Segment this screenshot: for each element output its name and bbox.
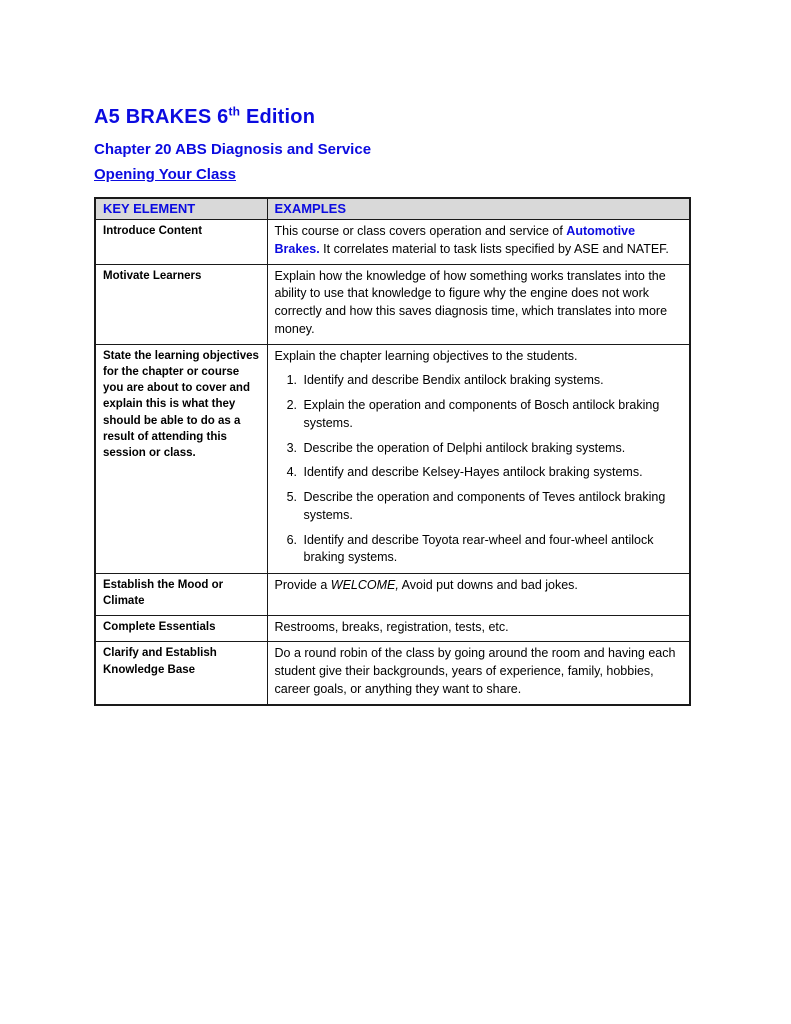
objective-item: 5. Describe the operation and components of Teves antilock braking systems.	[301, 489, 683, 525]
objective-item: 2. Explain the operation and components of Bosch antilock braking systems.	[301, 397, 683, 433]
table-row-introduce-content	[95, 220, 690, 265]
example-cell	[267, 574, 690, 616]
document-content	[94, 106, 692, 706]
table-header-key-element: KEY ELEMENT	[95, 198, 267, 220]
page-title	[94, 106, 692, 129]
key-cell: Motivate Learners	[95, 264, 267, 344]
objectives-list	[275, 372, 683, 567]
chapter-subtitle: Chapter 20 ABS Diagnosis and Service	[94, 141, 372, 158]
example-accent-text: Automotive Brakes.	[274, 224, 636, 256]
objective-item: 6. Identify and describe Toyota rear-wheel and four-wheel antilock braking systems.	[301, 532, 683, 568]
page-title-superscript: th	[228, 104, 241, 119]
section-heading: Opening Your Class	[94, 166, 236, 183]
example-italic-text: WELCOME,	[330, 578, 399, 592]
key-cell: Establish the Mood or Climate	[95, 574, 267, 616]
key-element-table	[94, 197, 691, 706]
example-text: It correlates material to task lists specified by ASE and NATEF.	[319, 241, 669, 256]
example-text: Avoid put downs and bad jokes.	[398, 578, 578, 592]
example-text: Provide a	[274, 578, 331, 592]
example-cell	[267, 344, 690, 574]
example-cell: Restrooms, breaks, registration, tests, etc.	[267, 615, 690, 642]
key-cell: Complete Essentials	[95, 615, 267, 642]
example-text: This course or class covers operation and service of	[274, 224, 567, 238]
table-row-complete-essentials	[95, 615, 690, 642]
key-cell: State the learning objectives for the chapter or course you are about to cover and explain this is what they should be able to do as a result of attending this session or class.	[95, 344, 267, 574]
objective-item: 1. Identify and describe Bendix antilock braking systems.	[301, 372, 683, 390]
example-cell	[267, 220, 690, 265]
table-header-row	[95, 198, 690, 220]
table-header-examples: EXAMPLES	[267, 198, 690, 220]
table-row-motivate-learners	[95, 264, 690, 344]
objective-item: 3. Describe the operation of Delphi antilock braking systems.	[301, 440, 683, 458]
example-cell: Do a round robin of the class by going around the room and having each student give their backgrounds, years of experience, family, hobbies, career goals, or anything they want to share.	[267, 642, 690, 705]
table-row-learning-objectives	[95, 344, 690, 574]
objective-item: 4. Identify and describe Kelsey-Hayes antilock braking systems.	[301, 464, 683, 482]
key-cell: Clarify and Establish Knowledge Base	[95, 642, 267, 705]
objectives-intro: Explain the chapter learning objectives to the students.	[274, 348, 578, 363]
key-cell: Introduce Content	[95, 220, 267, 265]
table-row-clarify-knowledge	[95, 642, 690, 705]
table-row-establish-mood	[95, 574, 690, 616]
page-title-rest: Edition	[240, 106, 316, 128]
example-cell: Explain how the knowledge of how something works translates into the ability to use that knowledge to figure why the engine does not work correctly and how this saves diagnosis time, which translates into more money.	[267, 264, 690, 344]
page-title-text: A5 BRAKES 6	[94, 106, 229, 128]
